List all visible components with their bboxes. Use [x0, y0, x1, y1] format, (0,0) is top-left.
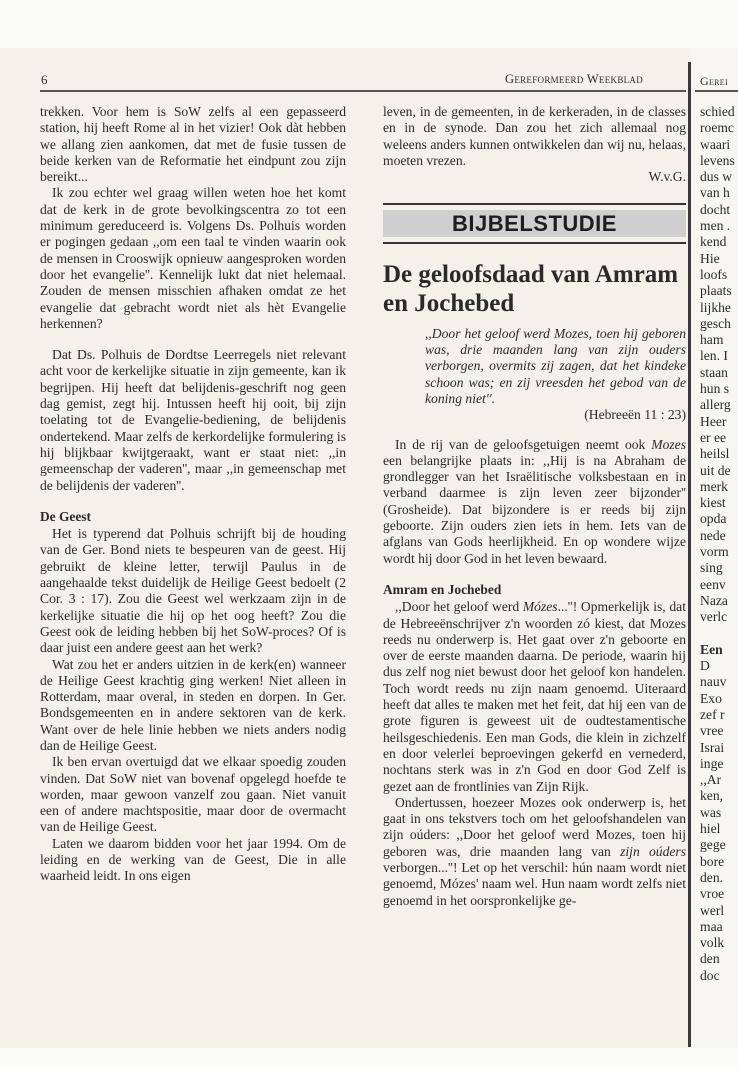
- paragraph: trekken. Voor hem is SoW zelfs al een gepasseerd station, hij heeft Rome al in het vizier! Ook dàt hebben we allang zien aankomen, dat met de fusie tussen de beide kerken van de Reformatie het eindpunt zou zijn bereikt...: [40, 104, 346, 185]
- fragment-line: gege: [700, 837, 726, 853]
- paragraph: Dat Ds. Polhuis de Dordtse Leerregels niet relevant acht voor de kerkelijke situatie in zijn gemeente, kan ik begrijpen. Hij heeft dat belijdenis-geschrift nog geen dag gemist, zegt hij. Intussen heeft hij ooit, bij zijn toelating tot de Evangelie-bediening, de belijdenis ondertekend. Maar zelfs de kerkordelijke formulering is hij blijkbaar kwijtgeraakt, want er staat niet: ,,in gemeenschap der vaderen'', maar ,,in gemeenschap met de belijdenis der vaderen''.: [40, 347, 346, 493]
- fragment-line: docht: [700, 201, 731, 217]
- fragment-line: dus w: [700, 169, 733, 185]
- fragment-line: Hie: [700, 250, 720, 266]
- left-column: [40, 104, 346, 885]
- banner-rule-bottom: [383, 242, 686, 244]
- fragment-line: Een: [700, 641, 723, 657]
- fragment-line: er ee: [700, 429, 727, 445]
- fragment-line: levens: [700, 152, 735, 168]
- fragment-line: van h: [700, 185, 730, 201]
- fragment-line: was: [700, 804, 722, 820]
- fragment-line: uit de: [700, 462, 731, 478]
- page-number: 6: [41, 72, 48, 87]
- epigraph-quote: ,,Door het geloof werd Mozes, toen hij geboren was, drie maanden lang van zijn ouders verborgen, overmits zij zagen, dat het kindeke schoon was; en zij vreesden het gebod van de koning niet''.: [425, 325, 686, 406]
- fragment-line: Naza: [700, 592, 728, 608]
- paragraph: Het is typerend dat Polhuis schrijft bij de houding van de Ger. Bond niets te bespeuren van de geest. Hij gebruikt de kleine letter, terwijl Paulus in de aangehaalde tekst duidelijk de Heilige Geest bedoelt (2 Cor. 3 : 17). Zou die Geest wel werkzaam zijn in de kerkelijke situatie die hij op het oog heeft? Zou die Geest ook de leiding hebben bij het SoW-proces? Of is daar juist een andere geest aan het werk?: [40, 526, 346, 656]
- fragment-line: loofs: [700, 266, 728, 282]
- fragment-line: Heer: [700, 413, 727, 429]
- fragment-line: doc: [700, 967, 720, 983]
- fragment-line: vorm: [700, 544, 729, 560]
- fragment-line: vroe: [700, 886, 725, 902]
- fragment-line: hun s: [700, 381, 730, 397]
- paragraph: Wat zou het er anders uitzien in de kerk(en) wanneer de Heilige Geest krachtig ging werken! Niet alleen in Rotterdam, maar overal, in steden en dorpen. In Ger. Bondsgemeenten en in andere sektoren van de kerk. Want over de hele linie hebben we niets anders nodig dan de Heilige Geest.: [40, 656, 346, 753]
- fragment-line: waari: [700, 136, 731, 152]
- fragment-line: zef r: [700, 706, 725, 722]
- fragment-line: eenv: [700, 576, 726, 592]
- fragment-line: allerg: [700, 397, 731, 413]
- fragment-line: nede: [700, 527, 726, 543]
- fragment-line: kend: [700, 234, 727, 250]
- header-rule: [40, 90, 686, 92]
- section-heading-amram-en-jochebed: Amram en Jochebed: [383, 581, 502, 597]
- fragment-line: [700, 626, 738, 642]
- fragment-line: ken,: [700, 788, 724, 804]
- fragment-line: plaats: [700, 283, 732, 299]
- paragraph: Laten we daarom bidden voor het jaar 1994. Om de leiding en de werking van de Geest, Die in alle waarheid leidt. In ons eigen: [40, 835, 346, 884]
- fragment-line: merk: [700, 478, 728, 494]
- section-heading-de-geest: De Geest: [40, 508, 91, 524]
- epigraph-reference: (Hebreeën 11 : 23): [584, 407, 686, 423]
- fragment-line: schied: [700, 104, 735, 119]
- fragment-line: heilsl: [700, 446, 730, 462]
- page-gutter-divider: [688, 62, 691, 1047]
- fragment-line: inge: [700, 755, 724, 771]
- fragment-line: kiest: [700, 495, 726, 511]
- article-title: De geloofsdaad van Amram en Jochebed: [383, 260, 679, 317]
- fragment-line: men .: [700, 218, 731, 234]
- fragment-line: hiel: [700, 821, 721, 837]
- fragment-line: len. I: [700, 348, 728, 364]
- paragraph: Ik zou echter wel graag willen weten hoe het komt dat de kerk in de grote bevolkingscentra zo tot een minimum gereduceerd is. Volgens Ds. Polhuis worden er pogingen gedaan ,,om een taal te vinden waarin ook de mensen in Crooswijk opnieuw aangesproken worden door het evangelie''. Kennelijk lukt dat niet helemaal. Zouden de mensen misschien afhaken omdat ze het evangelie dat gebracht wordt niet als hèt Evangelie herkennen?: [40, 185, 346, 331]
- section-banner-block: [383, 203, 686, 243]
- fragment-line: ham: [700, 332, 724, 348]
- fragment-line: gesch: [700, 315, 731, 331]
- fragment-line: werl: [700, 902, 725, 918]
- section-banner: BIJBELSTUDIE: [383, 210, 686, 237]
- fragment-line: Exo: [700, 690, 722, 706]
- author-signature: W.v.G.: [648, 169, 686, 185]
- paragraph: leven, in de gemeenten, in de kerkeraden, in de classes en in de synode. Dan zou het zich allemaal nog weleens anders kunnen ontwikkelen dan wij nu, helaas, moeten vrezen.: [383, 104, 686, 168]
- paragraph: Ik ben ervan overtuigd dat we elkaar spoedig zouden vinden. Dat SoW niet van bovenaf opgelegd hoefde te worden, maar gewoon vanzelf zou gaan. Niet vanuit een of andere machtspositie, maar door de overmacht van de Heilige Geest.: [40, 754, 346, 835]
- fragment-line: den.: [700, 869, 724, 885]
- header-rule-next-page: [695, 90, 738, 92]
- fragment-line: D: [700, 658, 710, 674]
- fragment-line: bore: [700, 853, 725, 869]
- fragment-line: staan: [700, 364, 728, 380]
- fragment-line: verlc: [700, 609, 728, 625]
- fragment-line: ,,Ar: [700, 772, 722, 788]
- fragment-line: opda: [700, 511, 727, 527]
- next-page-running-title: Gerei: [700, 74, 728, 88]
- fragment-line: volk: [700, 935, 725, 951]
- running-title: Gereformeerd Weekblad: [505, 72, 644, 86]
- fragment-line: vree: [700, 723, 724, 739]
- fragment-line: den: [700, 951, 720, 967]
- fragment-line: sing: [700, 560, 723, 576]
- fragment-line: nauv: [700, 674, 727, 690]
- middle-column: [383, 104, 686, 909]
- banner-rule-top: [383, 203, 686, 205]
- fragment-line: roemc: [700, 120, 734, 136]
- paragraph: In de rij van de geloofsgetuigen neemt ook Mozes een belangrijke plaats in: ,,Hij is na Abraham de grondlegger van het Israëlitische volksbestaan en in verband daarmee is zijn leven zeer bijzonder'' (Grosheide). Dat bijzondere is er reeds bij zijn geboorte. Zijn ouders zien iets in hem. Iets van de afglans van Gods heerlijkheid. En op wondere wijze wordt hij door God in het leven bewaard.: [383, 436, 686, 566]
- next-page-column-fragment: [700, 104, 738, 984]
- fragment-line: maa: [700, 918, 723, 934]
- fragment-line: lijkhe: [700, 299, 731, 315]
- fragment-line: Israi: [700, 739, 725, 755]
- paragraph: ,,Door het geloof werd Mózes...''! Opmerkelijk is, dat de Hebreeënschrijver z'n woorden zó kiest, dat Mozes reeds nu onderwerp is. Het gaat over z'n geboorte en over de eerste maanden daarna. De periode, waarin hij dus zelf nog niet bewust door het geloof kon handelen. Toch wordt reeds nu zijn naam genoemd. Uiteraard heeft dat alles te maken met het feit, dat hij een van de grote figuren is geweest uit de oudtestamentische heilsgeschiedenis. Een man Gods, die klein in zichzelf en door velerlei beproevingen gekerfd en vernederd, nochtans sterk was in z'n God en door God Zelf is gezet aan de frontlinies van Zijn Rijk.: [383, 599, 686, 794]
- paragraph: Ondertussen, hoezeer Mozes ook onderwerp is, het gaat in ons tekstvers toch om het geloofshandelen van zijn oúders: ,,Door het geloof werd Mozes, toen hij geboren was, drie maanden lang van zijn oúders verborgen...''! Let op het verschil: hún naam wordt niet genoemd, Mózes' naam wel. Hun naam wordt zelfs niet genoemd in het oorspronkelijke ge-: [383, 794, 687, 908]
